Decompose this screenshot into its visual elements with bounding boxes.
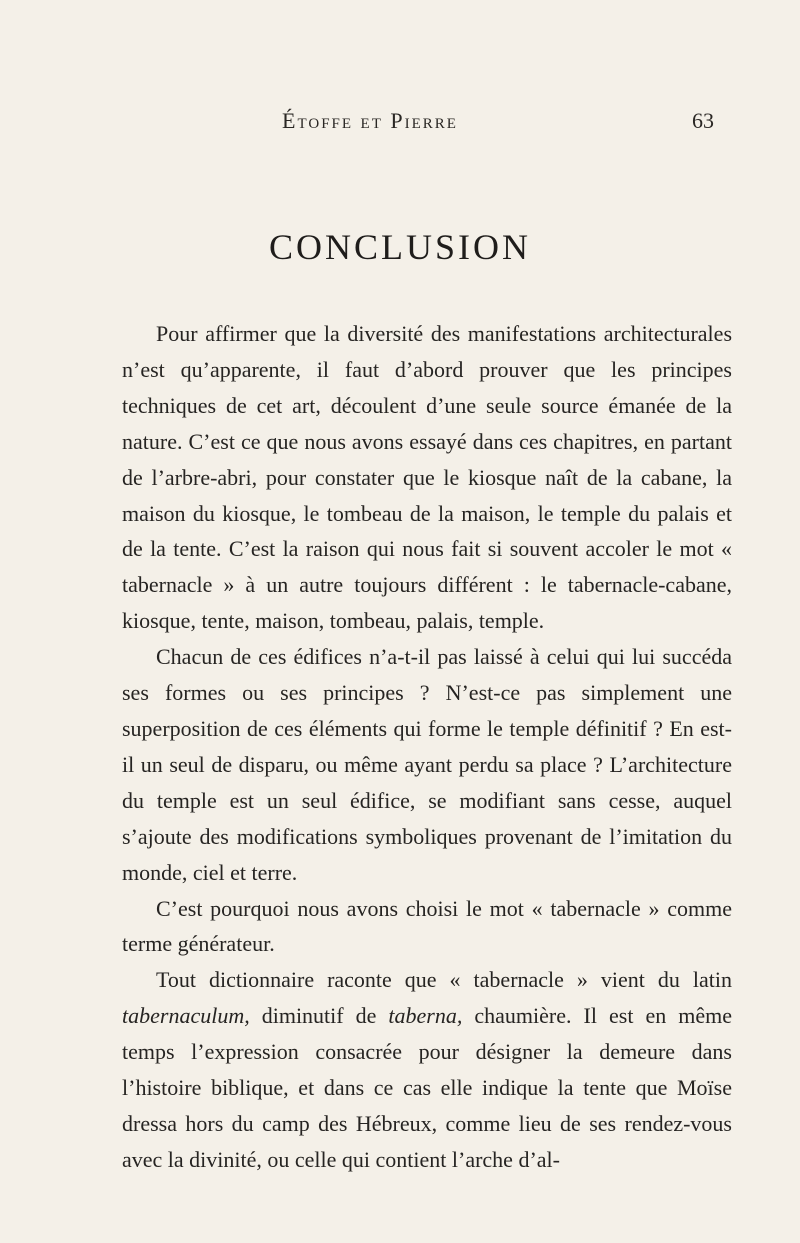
page-number: 63 <box>692 108 714 133</box>
paragraph-2: Chacun de ces édifices n’a-t-il pas laissé à celui qui lui succéda ses formes ou ses principes ? N’est-ce pas simplement une superposition de ces éléments qui forme le temple définitif ? En est-il un seul de disparu, ou même ayant perdu sa place ? L’architecture du temple est un seul édifice, se modifiant sans cesse, auquel s’ajoute des modifications symboliques provenant de l’imitation du monde, ciel et terre. <box>122 644 732 885</box>
paragraph-3: C’est pourquoi nous avons choisi le mot « tabernacle » comme terme générateur. <box>122 895 732 957</box>
paragraph-4-text-1: Tout dictionnaire raconte que « tabernacle » vient du latin <box>156 967 732 993</box>
chapter-title: CONCLUSION <box>268 227 531 267</box>
body-text <box>122 316 732 1178</box>
paragraph-4-text-3: chaumière. Il est en même temps l’expression consacrée pour désigner la demeure dans l’histoire biblique, et dans ce cas elle indique la tente que Moïse dressa hors du camp des Hébreux, comme lieu de ses rendez-vous avec la divinité, ou celle qui contient l’arche d’al- <box>122 1003 732 1172</box>
paragraph-4 <box>122 962 732 1177</box>
paragraph-1: Pour affirmer que la diversité des manifestations architecturales n’est qu’apparente, il faut d’abord prouver que les principes techniques de cet art, découlent d’une seule source émanée de la nature. C’est ce que nous avons essayé dans ces chapitres, en partant de l’arbre-abri, pour constater que le kiosque naît de la cabane, la maison du kiosque, le tombeau de la maison, le temple du palais et de la tente. C’est la raison qui nous fait si souvent accoler le mot « tabernacle » à un autre toujours différent : le tabernacle-cabane, kiosque, tente, maison, tombeau, palais, temple. <box>122 321 732 634</box>
italic-term-tabernaculum: tabernaculum, <box>122 1003 250 1029</box>
running-title: Étoffe et Pierre <box>282 108 458 133</box>
running-header <box>0 100 800 140</box>
paragraph-4-text-2: diminutif de <box>249 1003 389 1029</box>
italic-term-taberna: taberna, <box>388 1003 463 1029</box>
